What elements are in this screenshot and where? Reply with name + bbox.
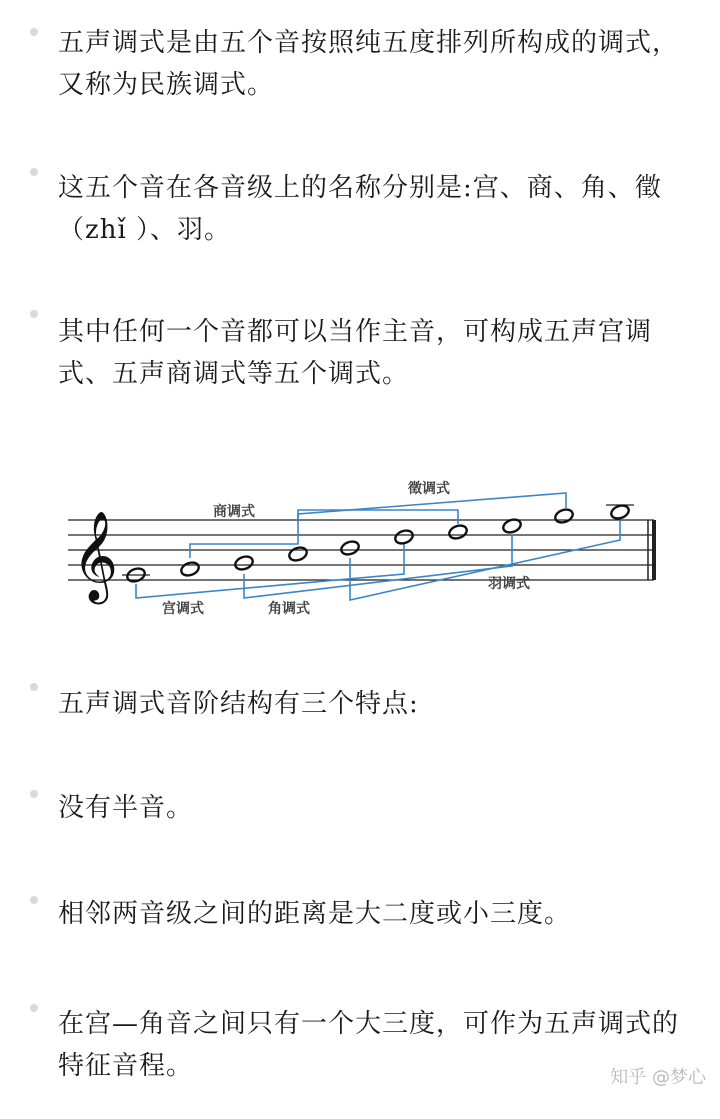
whole-note (179, 560, 200, 577)
treble-clef-icon: 𝄞 (72, 511, 119, 601)
bullet-6 (30, 896, 38, 904)
mode-brackets (136, 493, 620, 600)
paragraph-2: 这五个音在各音级上的名称分别是:宫、商、角、徵（zhǐ ）、羽。 (58, 173, 662, 245)
bracket-zhi-mode (298, 493, 566, 522)
bullet-1 (30, 28, 38, 36)
paragraph-7: 在宫—角音之间只有一个大三度，可作为五声调式的特征音程。 (58, 1009, 680, 1081)
whole-note (393, 528, 414, 545)
whole-note (233, 554, 254, 571)
bracket-gong-mode (136, 544, 404, 598)
zhihu-watermark: 知乎 @梦心 (610, 1067, 706, 1088)
staff-lines (68, 520, 654, 580)
paragraph-1: 五声调式是由五个音按照纯五度排列所构成的调式，又称为民族调式。 (58, 28, 680, 100)
whole-note (287, 545, 308, 562)
bracket-yu-mode (350, 520, 620, 600)
label-shang-mode: 商调式 (213, 504, 255, 520)
bullet-5 (30, 790, 38, 798)
paragraph-5: 没有半音。 (58, 793, 194, 823)
bullet-2 (30, 168, 38, 176)
whole-note (339, 539, 360, 556)
paragraph-6: 相邻两音级之间的距离是大二度或小三度。 (58, 899, 572, 929)
label-gong-mode: 宫调式 (162, 601, 204, 617)
bracket-jiao-mode (244, 536, 512, 598)
whole-note (609, 503, 630, 520)
paragraph-3: 其中任何一个音都可以当作主音，可构成五声宫调式、五声商调式等五个调式。 (58, 317, 653, 389)
paragraph-4: 五声调式音阶结构有三个特点: (58, 689, 419, 719)
label-zhi-mode: 徵调式 (408, 481, 450, 497)
bullet-3 (30, 310, 38, 318)
label-jiao-mode: 角调式 (268, 601, 310, 617)
staff-svg (58, 470, 668, 630)
bullet-4 (30, 683, 38, 691)
label-yu-mode: 羽调式 (488, 576, 530, 592)
pentatonic-scale-figure (58, 470, 668, 630)
bullet-7 (30, 1004, 38, 1012)
whole-note (553, 507, 574, 524)
whole-note (447, 523, 468, 540)
